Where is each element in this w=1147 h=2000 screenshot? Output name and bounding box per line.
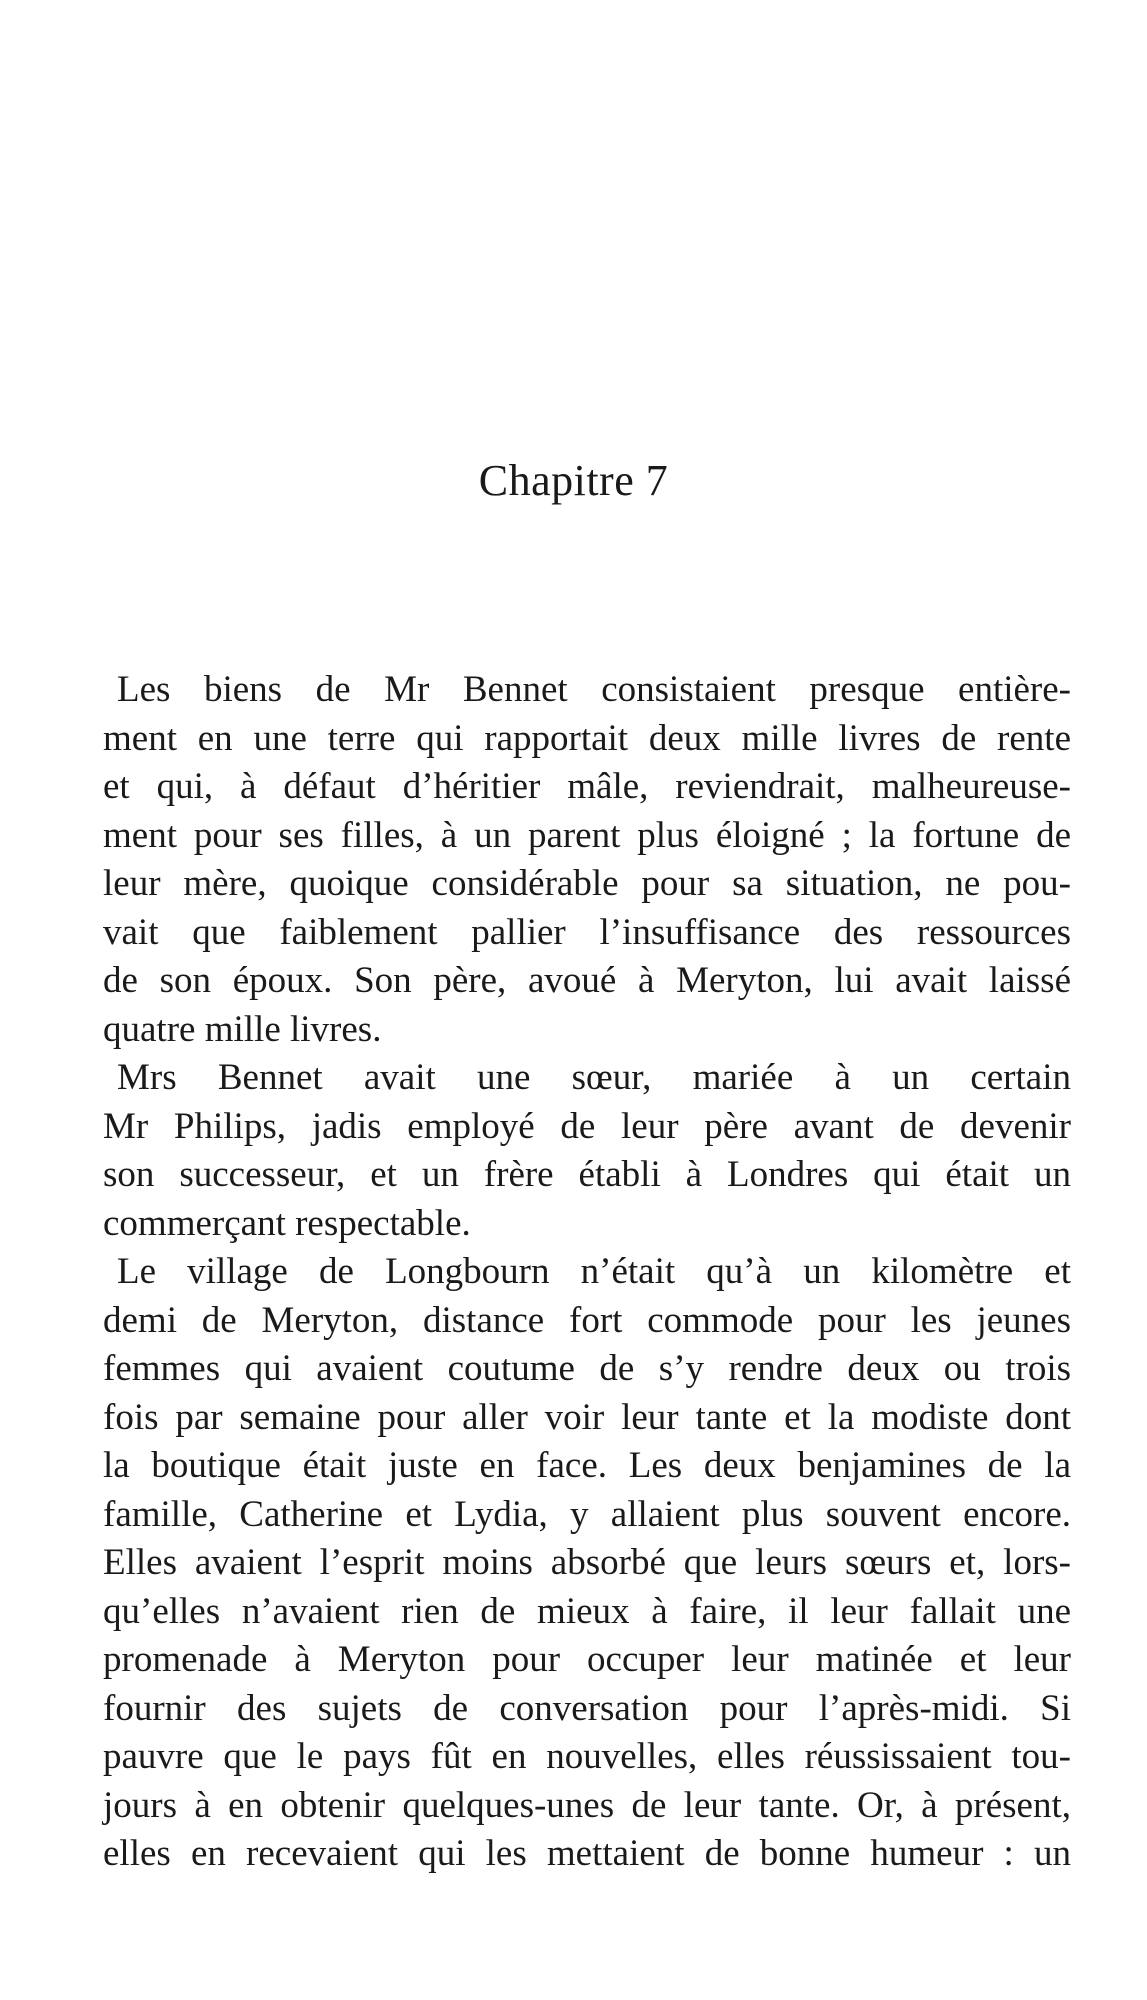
text-line: Mr Philips, jadis employé de leur père avant de devenir [103,1105,1071,1147]
text-line: jours à en obtenir quelques-unes de leur tante. Or, à présent, [103,1784,1071,1826]
chapter-body [103,666,1071,1879]
text-line: son successeur, et un frère établi à Londres qui était un [103,1154,1071,1195]
text-line: ment en une terre qui rapportait deux mille livres de rente [103,717,1071,759]
text-line: ment pour ses filles, à un parent plus éloigné ; la fortune de [103,814,1071,856]
text-line: commerçant respectable. [103,1202,471,1244]
text-line: la boutique était juste en face. Les deux benjamines de la [103,1445,1071,1486]
text-line: famille, Catherine et Lydia, y allaient plus souvent encore. [103,1493,1071,1535]
text-line: leur mère, quoique considérable pour sa situation, ne pou- [103,863,1071,904]
text-line: Les biens de Mr Bennet consistaient presque entière- [117,669,1071,710]
chapter-title: Chapitre 7 [478,456,669,505]
text-line: qu’elles n’avaient rien de mieux à faire, il leur fallait une [103,1590,1071,1632]
text-line: fournir des sujets de conversation pour l’après-midi. Si [103,1687,1071,1729]
text-line: Mrs Bennet avait une sœur, mariée à un certain [117,1057,1071,1098]
text-line: de son époux. Son père, avoué à Meryton, lui avait laissé [103,960,1071,1001]
text-line: demi de Meryton, distance fort commode pour les jeunes [103,1299,1071,1341]
text-line: vait que faiblement pallier l’insuffisance des ressources [103,911,1071,953]
text-line: fois par semaine pour aller voir leur tante et la modiste dont [103,1396,1071,1438]
text-line: promenade à Meryton pour occuper leur matinée et leur [103,1639,1071,1680]
text-line: quatre mille livres. [103,1008,382,1050]
text-line: pauvre que le pays fût en nouvelles, elles réussissaient tou- [103,1736,1071,1777]
text-line: elles en recevaient qui les mettaient de bonne humeur : un [103,1833,1071,1874]
text-line: femmes qui avaient coutume de s’y rendre deux ou trois [103,1348,1071,1389]
text-line: et qui, à défaut d’héritier mâle, reviendrait, malheureuse- [103,766,1071,807]
text-line: Elles avaient l’esprit moins absorbé que leurs sœurs et, lors- [103,1542,1071,1583]
text-line: Le village de Longbourn n’était qu’à un kilomètre et [117,1251,1071,1292]
